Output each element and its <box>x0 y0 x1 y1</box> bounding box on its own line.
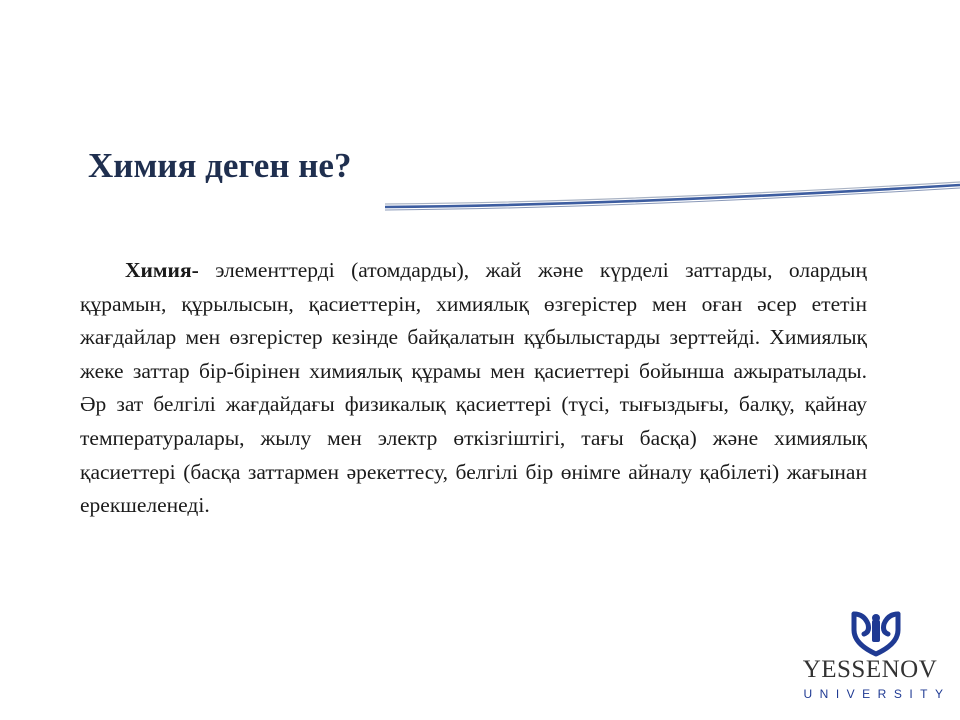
body-bold-lead: Химия- <box>125 258 199 282</box>
title-underline-rule <box>385 176 960 216</box>
logo-name: YESSENOV <box>802 656 938 683</box>
yessenov-emblem-icon <box>848 610 904 658</box>
university-logo <box>790 605 960 715</box>
body-text: элементтерді (атомдарды), жай және күрделі заттарды, олардың құрамын, құрылысын, қасиеттерін, химиялық өзгерістер мен оған әсер ететін жағдайлар мен өзгерістер кезінде байқалатын құбылыстарды зерттейді. Химиялық жеке заттар бір-бірінен химиялық құрамы мен қасиеттері бойынша ажыратылады. Әр зат белгілі жағдайдағы физикалық қасиеттері (түсі, тығыздығы, балқу, қайнау температуралары, жылу мен электр өткізгіштігі, тағы басқа) және химиялық қасиеттері (басқа заттармен әрекеттесу, белгілі бір өнімге айналу қабілеті) жағынан ерекшеленеді. <box>80 258 867 518</box>
logo-subtitle: UNIVERSITY <box>803 687 951 701</box>
body-paragraph <box>80 254 867 523</box>
slide-title: Химия деген не? <box>88 146 352 185</box>
